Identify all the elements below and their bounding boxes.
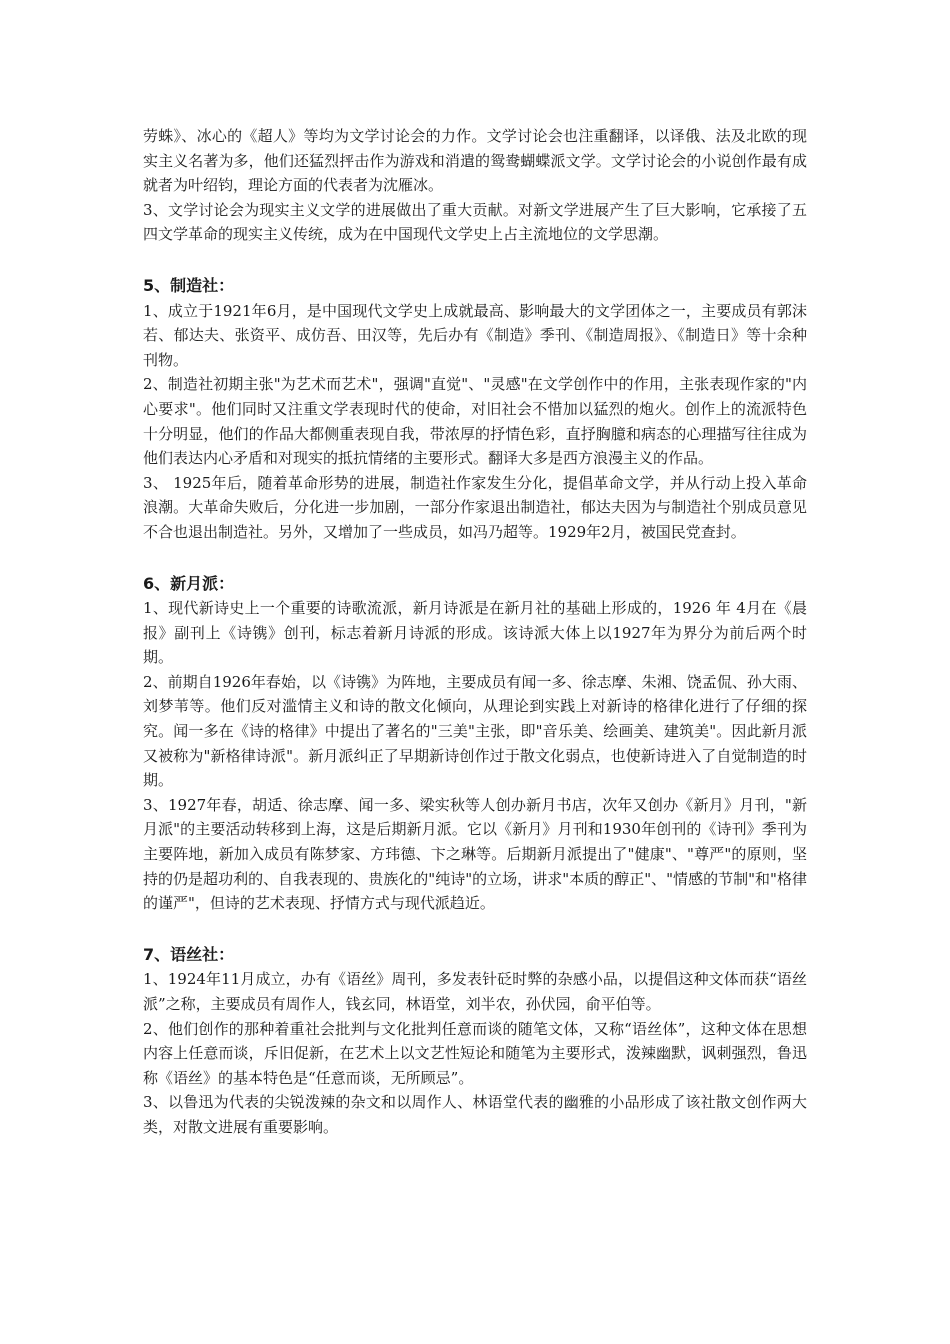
document-page [143, 124, 807, 1140]
section-zhizaoshe [143, 274, 807, 545]
section-title-xinyuepai: 6、新月派： [143, 573, 235, 593]
intro-paragraph-1: 劳蛛》、冰心的《超人》等均为文学讨论会的力作。文学讨论会也注重翻译，以译俄、法及北欧的现实主义名著为多，他们还猛烈抨击作为游戏和消遣的鸳鸯蝴蝶派文学。文学讨论会的小说创作最有成就者为叶绍钧，理论方面的代表者为沈雁冰。 [143, 127, 807, 195]
section-5-paragraph-1: 1、成立于1921年6月，是中国现代文学史上成就最高、影响最大的文学团体之一，主要成员有郭沫若、郁达夫、张资平、成仿吾、田汉等，先后办有《制造》季刊、《制造周报》、《制造日》等十余种刊物。 [143, 301, 807, 369]
section-gap [143, 545, 807, 572]
section-5-paragraph-2: 2、制造社初期主张"为艺术而艺术"，强调"直觉"、"灵感"在文学创作中的作用，主张表现作家的"内心要求"。他们同时又注重文学表现时代的使命，对旧社会不惜加以猛烈的炮火。创作上的流派特色十分明显，他们的作品大都侧重表现自我，带浓厚的抒情色彩，直抒胸臆和病态的心理描写往往成为他们表达内心矛盾和对现实的抵抗情绪的主要形式。翻译大多是西方浪漫主义的作品。 [143, 375, 807, 468]
section-7-paragraph-2: 2、他们创作的那种着重社会批判与文化批判任意而谈的随笔文体，又称“语丝体”，这种文体在思想内容上任意而谈，斥旧促新，在艺术上以文艺性短论和随笔为主要形式，泼辣幽默，讽刺强烈，鲁迅称《语丝》的基本特色是“任意而谈，无所顾忌”。 [143, 1019, 807, 1087]
section-6-paragraph-3: 3、1927年春，胡适、徐志摩、闻一多、梁实秋等人创办新月书店，次年又创办《新月》月刊，"新月派"的主要活动转移到上海，这是后期新月派。它以《新月》月刊和1930年创刊的《诗刊》季刊为主要阵地，新加入成员有陈梦家、方玮德、卞之琳等。后期新月派提出了"健康"、"尊严"的原则，坚持的仍是超功利的、自我表现的、贵族化的"纯诗"的立场，讲求"本质的醇正"、"情感的节制"和"格律的谨严"，但诗的艺术表现、抒情方式与现代派趋近。 [143, 795, 807, 913]
section-5-paragraph-3: 3、 1925年后，随着革命形势的进展，制造社作家发生分化，提倡革命文学，并从行动上投入革命浪潮。大革命失败后，分化进一步加剧，一部分作家退出制造社，郁达夫因为与制造社个别成员意见不合也退出制造社。另外，又增加了一些成员，如冯乃超等。1929年2月，被国民党查封。 [143, 473, 807, 541]
section-gap [143, 916, 807, 943]
section-7-paragraph-3: 3、以鲁迅为代表的尖锐泼辣的杂文和以周作人、林语堂代表的幽雅的小品形成了该社散文创作两大类，对散文进展有重要影响。 [143, 1093, 807, 1136]
section-xinyuepai [143, 572, 807, 916]
section-6-paragraph-1: 1、现代新诗史上一个重要的诗歌流派，新月诗派是在新月社的基础上形成的，1926 年 4月在《晨报》副刊上《诗镌》创刊，标志着新月诗派的形成。该诗派大体上以1927年为界分为前后两个时期。 [143, 599, 807, 667]
section-title-zhizaoshe: 5、制造社： [143, 275, 235, 295]
section-gap [143, 247, 807, 274]
section-6-paragraph-2: 2、前期自1926年春始，以《诗镌》为阵地，主要成员有闻一多、徐志摩、朱湘、饶孟侃、孙大雨、刘梦苇等。他们反对滥情主义和诗的散文化倾向，从理论到实践上对新诗的格律化进行了仔细的探究。闻一多在《诗的格律》中提出了著名的"三美"主张，即"音乐美、绘画美、建筑美"。因此新月派又被称为"新格律诗派"。新月派纠正了早期新诗创作过于散文化弱点，也使新诗进入了自觉制造的时期。 [143, 672, 807, 790]
section-title-yusishe: 7、语丝社： [143, 944, 235, 964]
intro-paragraph-2: 3、文学讨论会为现实主义文学的进展做出了重大贡献。对新文学进展产生了巨大影响，它承接了五四文学革命的现实主义传统，成为在中国现代文学史上占主流地位的文学思潮。 [143, 200, 807, 244]
section-yusishe [143, 943, 807, 1140]
section-7-paragraph-1: 1、1924年11月成立，办有《语丝》周刊，多发表针砭时弊的杂感小品，以提倡这种文体而获“语丝派”之称，主要成员有周作人，钱玄同，林语堂，刘半农，孙伏园，俞平伯等。 [143, 970, 807, 1013]
